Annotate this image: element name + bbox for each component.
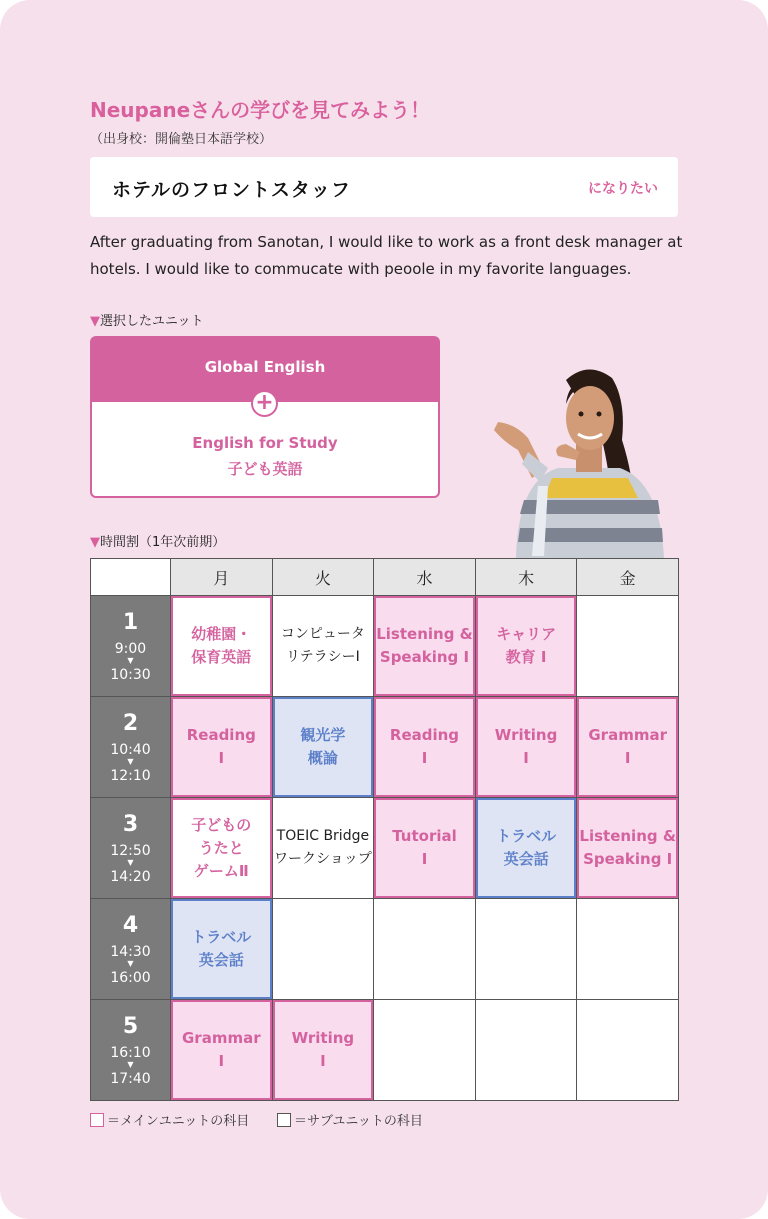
period-cell: [91, 697, 171, 798]
period-start-time: 10:40: [110, 742, 151, 758]
period-end-time: 16:00: [110, 970, 151, 986]
goal-description: After graduating from Sanotan, I would like to work as a front desk manager at hotels. I would like to commucate with peoole in my favorite languages.: [90, 233, 683, 278]
timetable-label-text: 時間割（1年次前期）: [100, 535, 226, 550]
triangle-down-icon: ▼: [90, 314, 100, 329]
period-cell: [91, 1000, 171, 1101]
class-name-line: 観光学: [300, 726, 346, 744]
plus-icon: +: [251, 390, 278, 417]
arrow-down-icon: ▼: [127, 757, 134, 766]
class-cell: [475, 1000, 577, 1101]
class-name-line: 概論: [307, 749, 338, 767]
class-cell: [272, 596, 374, 697]
class-cell: [577, 899, 679, 1000]
class-name-line: I: [624, 749, 631, 767]
class-name-line: うたと: [198, 838, 244, 857]
timetable-row: [91, 697, 679, 798]
class-name-line: 教育 Ⅰ: [505, 648, 547, 666]
class-name-line: Grammar: [588, 726, 667, 744]
class-cell: [272, 798, 374, 899]
class-cell: [171, 899, 273, 1000]
class-name-line: I: [421, 749, 428, 767]
header-corner: [91, 559, 171, 596]
class-name-line: Reading: [186, 726, 256, 744]
main-unit-box: Global English: [90, 336, 440, 402]
legend-main-text: ＝メインユニットの科目: [107, 1114, 250, 1129]
career-goal-box: [90, 157, 678, 217]
class-name-line: Listening &: [376, 625, 473, 643]
class-name-line: Grammar: [181, 1029, 261, 1047]
period-number: 1: [122, 610, 139, 635]
class-cell: [475, 798, 577, 899]
class-name-line: Listening &: [579, 827, 676, 845]
period-start-time: 16:10: [110, 1045, 151, 1061]
timetable-row: [91, 596, 679, 697]
day-header: 金: [577, 559, 679, 596]
student-photo: [488, 360, 678, 558]
class-name-line: トラベル: [191, 928, 252, 946]
period-number: 5: [122, 1014, 139, 1039]
class-name-line: I: [421, 850, 428, 868]
class-name-line: ワークショップ: [274, 851, 372, 867]
class-cell: [374, 798, 476, 899]
period-end-time: 17:40: [110, 1071, 151, 1087]
class-name-line: 英会話: [198, 951, 244, 969]
class-name-line: I: [320, 1052, 326, 1070]
class-cell: [171, 1000, 273, 1101]
period-start-time: 9:00: [114, 641, 147, 657]
class-cell: [475, 596, 577, 697]
class-name-line: Speaking I: [379, 648, 470, 666]
class-cell: [171, 798, 273, 899]
period-end-time: 10:30: [110, 667, 151, 683]
units-label-text: 選択したユニット: [100, 314, 204, 329]
timetable-row: [91, 798, 679, 899]
legend-main-swatch: [90, 1113, 104, 1127]
period-start-time: 12:50: [110, 843, 151, 859]
class-name-line: トラベル: [496, 827, 557, 845]
class-name-line: Reading: [389, 726, 460, 744]
class-cell: [272, 899, 374, 1000]
class-cell: [374, 697, 476, 798]
career-goal-text: ホテルのフロントスタッフ: [112, 179, 351, 201]
class-name-line: 子どもの: [191, 815, 252, 834]
timetable-row: [91, 1000, 679, 1101]
class-cell: [577, 596, 679, 697]
legend-sub-swatch: [277, 1113, 291, 1127]
arrow-down-icon: ▼: [127, 1060, 134, 1069]
class-cell: [577, 798, 679, 899]
sub-unit-line2: 子ども英語: [227, 460, 303, 478]
class-name-line: I: [218, 1052, 225, 1070]
class-cell: [475, 899, 577, 1000]
period-start-time: 14:30: [110, 944, 151, 960]
class-cell: [374, 899, 476, 1000]
class-cell: [577, 697, 679, 798]
legend-sub: [277, 1110, 423, 1129]
period-number: 3: [122, 812, 139, 837]
period-end-time: 14:20: [110, 869, 151, 885]
timetable-header-row: [91, 559, 679, 596]
period-cell: [91, 596, 171, 697]
class-name-line: I: [523, 749, 529, 767]
units-section-label: [90, 310, 203, 329]
class-name-line: リテラシーⅠ: [285, 649, 360, 665]
class-name-line: 英会話: [503, 850, 549, 868]
period-number: 4: [122, 913, 139, 938]
class-name-line: 幼稚園・: [191, 625, 252, 643]
class-name-line: Speaking I: [583, 850, 673, 868]
period-end-time: 12:10: [110, 768, 151, 784]
day-header: 月: [171, 559, 273, 596]
sub-unit-line1: English for Study: [192, 434, 338, 452]
career-goal-suffix: になりたい: [588, 181, 658, 197]
legend-sub-text: ＝サブユニットの科目: [294, 1114, 423, 1129]
class-cell: [171, 697, 273, 798]
class-cell: [374, 1000, 476, 1101]
day-header: 水: [374, 559, 476, 596]
timetable-row: [91, 899, 679, 1000]
school-name: （出身校：開倫塾日本語学校）: [90, 132, 273, 147]
class-name-line: I: [218, 749, 225, 767]
arrow-down-icon: ▼: [127, 656, 134, 665]
class-name-line: TOEIC Bridge: [276, 828, 370, 844]
timetable-section-label: [90, 531, 225, 550]
class-name-line: Writing: [291, 1029, 355, 1047]
class-name-line: Tutorial: [392, 827, 457, 845]
class-name-line: 保育英語: [191, 648, 252, 666]
class-cell: [577, 1000, 679, 1101]
class-cell: [475, 697, 577, 798]
timetable: [90, 558, 679, 1101]
legend-main: [90, 1110, 249, 1129]
class-name-line: キャリア: [496, 625, 557, 643]
class-name-line: Writing: [494, 726, 558, 744]
page-title: Neupaneさんの学びを見てみよう！: [90, 98, 431, 122]
day-header: 木: [475, 559, 577, 596]
period-number: 2: [122, 711, 139, 736]
triangle-down-icon: ▼: [90, 535, 100, 550]
period-cell: [91, 798, 171, 899]
arrow-down-icon: ▼: [127, 959, 134, 968]
period-cell: [91, 899, 171, 1000]
arrow-down-icon: ▼: [127, 858, 134, 867]
class-cell: [272, 1000, 374, 1101]
class-cell: [272, 697, 374, 798]
day-header: 火: [272, 559, 374, 596]
class-name-line: コンピュータ: [280, 626, 365, 642]
class-name-line: ゲームⅡ: [193, 861, 249, 880]
class-cell: [171, 596, 273, 697]
class-cell: [374, 596, 476, 697]
